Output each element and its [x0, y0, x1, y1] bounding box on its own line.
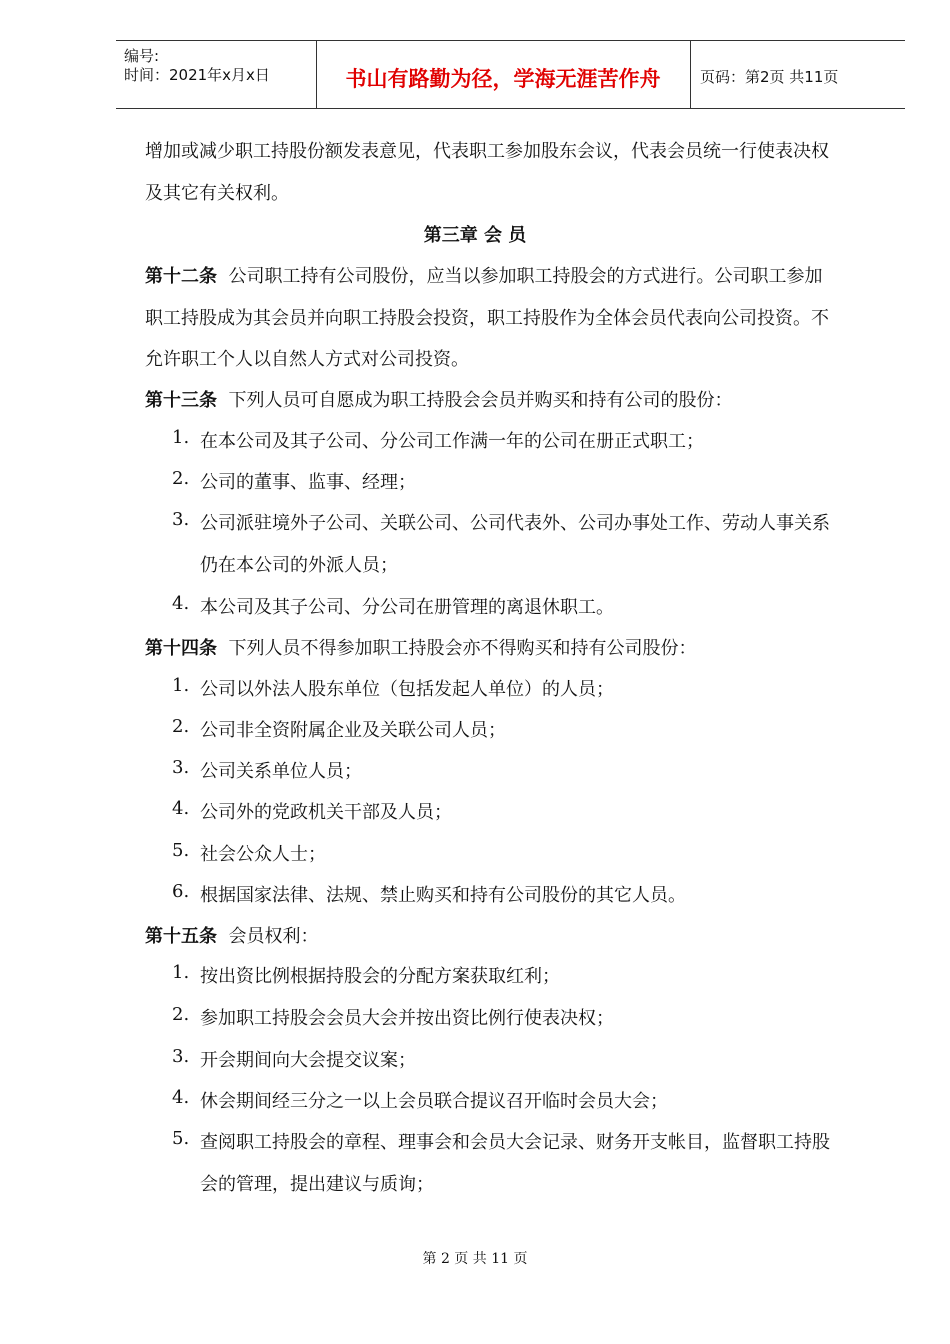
article-text: 下列人员可自愿成为职工持股会会员并购买和持有公司的股份： [228, 390, 733, 411]
article-label: 第十二条 [145, 266, 217, 287]
article-15 [145, 922, 318, 948]
continued-text-line: 及其它有关权利。 [145, 183, 289, 204]
article-text: 公司职工持有公司股份，应当以参加职工持股会的方式进行。公司职工参加 [228, 266, 823, 287]
article-14 [145, 634, 696, 660]
header-page-number: 页码：第2页 共11页 [700, 68, 839, 86]
article-12-line: 职工持股成为其会员并向职工持股会投资，职工持股作为全体会员代表向公司投资。不 [145, 308, 829, 329]
header-slogan: 书山有路勤为径，学海无涯苦作舟 [345, 67, 661, 91]
article-label: 第十五条 [145, 926, 217, 947]
article-label: 第十三条 [145, 390, 217, 411]
header-page-cell [690, 41, 905, 108]
header-meta-cell [116, 41, 317, 108]
doc-number-label: 编号: [124, 47, 160, 65]
page-footer: 第 2 页 共 11 页 [422, 1251, 528, 1267]
article-13 [145, 386, 732, 412]
article-12 [145, 262, 822, 288]
article-text: 会员权利： [228, 926, 319, 947]
page-header [116, 40, 905, 109]
chapter-heading: 第三章 会 员 [423, 225, 527, 246]
doc-time-label: 时间：2021年x月x日 [124, 66, 270, 84]
article-text: 下列人员不得参加职工持股会亦不得购买和持有公司股份： [228, 638, 697, 659]
continued-text-line: 增加或减少职工持股份额发表意见，代表职工参加股东会议，代表会员统一行使表决权 [145, 141, 829, 162]
article-12-line: 允许职工个人以自然人方式对公司投资。 [145, 349, 469, 370]
article-label: 第十四条 [145, 638, 217, 659]
header-slogan-cell [316, 41, 691, 108]
